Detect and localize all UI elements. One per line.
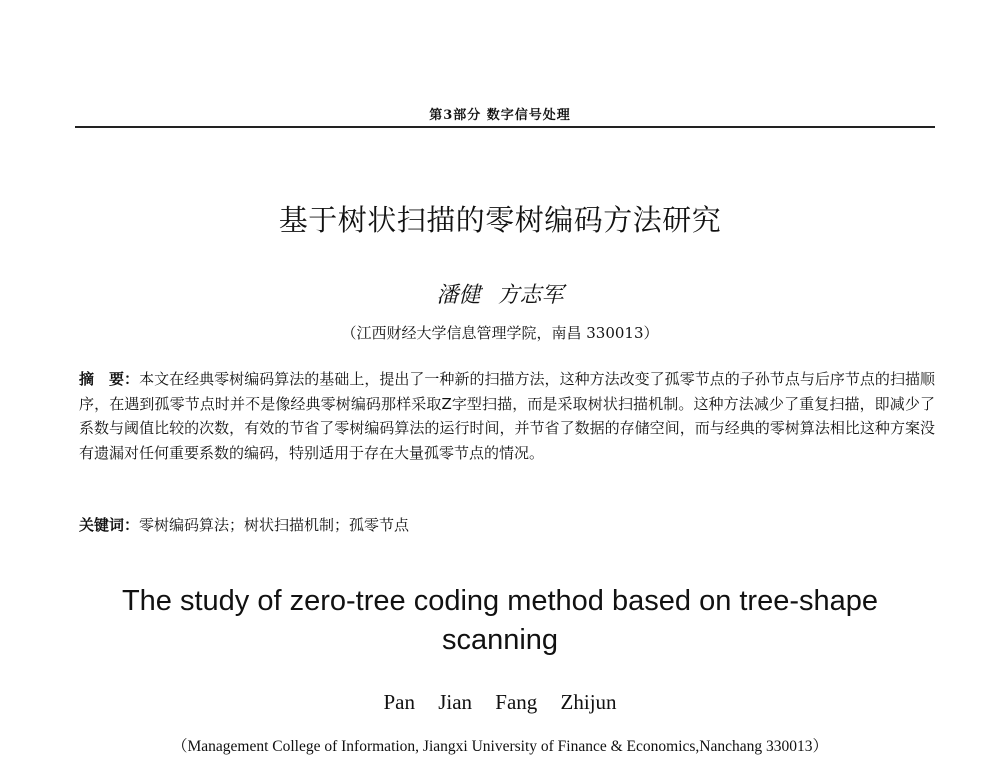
chinese-keywords xyxy=(79,514,935,535)
keywords-text: 零树编码算法；树状扫描机制；孤零节点 xyxy=(139,516,410,534)
english-authors: Pan Jian Fang Zhijun xyxy=(383,690,617,714)
english-affiliation: （Management College of Information, Jiangxi University of Finance & Economics,Nanchang 330013） xyxy=(171,738,829,755)
english-title: The study of zero-tree coding method based on tree-shape scanning xyxy=(121,585,879,656)
chinese-authors: 潘健 方志军 xyxy=(436,283,564,308)
chinese-abstract xyxy=(79,367,935,465)
abstract-text: 本文在经典零树编码算法的基础上，提出了一种新的扫描方法，这种方法改变了孤零节点的子孙节点与后序节点的扫描顺序，在遇到孤零节点时并不是像经典零树编码那样采取Z字型扫描，而是采取树状扫描机制。这种方法减少了重复扫描，即减少了系数与阈值比较的次数，有效的节省了零树编码算法的运行时间，并节省了数据的存储空间，而与经典的零树算法相比这种方案没有遗漏对任何重要系数的编码，特别适用于存在大量孤零节点的情况。 xyxy=(79,370,935,462)
chinese-affiliation: （江西财经大学信息管理学院，南昌 330013） xyxy=(341,324,659,342)
abstract-label: 摘 要： xyxy=(79,370,140,388)
keywords-label: 关键词： xyxy=(79,516,140,534)
chinese-title: 基于树状扫描的零树编码方法研究 xyxy=(278,203,722,237)
header-rule xyxy=(75,126,935,128)
running-header: 第3部分 数字信号处理 xyxy=(429,108,571,123)
